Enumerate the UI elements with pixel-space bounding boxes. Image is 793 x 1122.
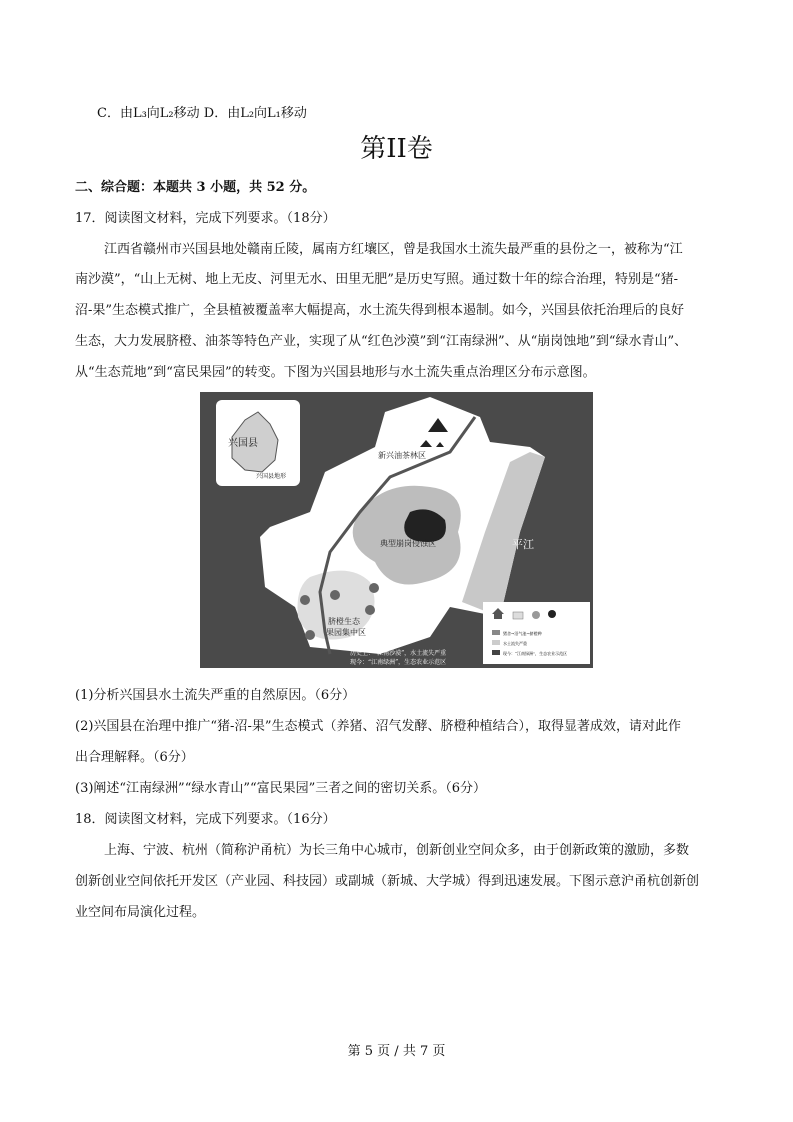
section-title: 第II卷 <box>360 134 433 164</box>
q18-paragraph-line: 上海、宁波、杭州（简称沪甬杭）为长三角中心城市，创新创业空间众多，由于创新政策的激励，多数 <box>104 843 690 858</box>
legend-entry: 猪舍→沼气池→脐橙种 <box>503 631 542 636</box>
region-tea: 新兴油茶林区 <box>378 451 426 460</box>
inset-caption: 兴国县地形 <box>256 473 287 480</box>
q17-paragraph-line: 从“生态荒地”到“富民果园”的转变。下图为兴国县地形与水土流失重点治理区分布示意图。 <box>75 365 596 380</box>
options-line: C．由L₃向L₂移动 D．由L₂向L₁移动 <box>97 106 307 121</box>
history-note: 现今：“江南绿洲”，生态农业示范区 <box>350 659 447 666</box>
q17-paragraph-line: 生态，大力发展脐橙、油茶等特色产业，实现了从“红色沙漠”到“江南绿洲”、从“崩岗蚀地”到“绿水青山”、 <box>75 334 688 349</box>
part-heading: 二、综合题：本题共 3 小题，共 52 分。 <box>75 180 316 195</box>
q17-heading: 17．阅读图文材料，完成下列要求。（18分） <box>75 211 336 226</box>
sub-question: (3)阐述“江南绿洲”“绿水青山”“富民果园”三者之间的密切关系。（6分） <box>75 781 487 796</box>
region-erosion: 典型崩岗侵蚀区 <box>380 539 436 548</box>
q18-paragraph-line: 业空间布局演化过程。 <box>75 905 206 920</box>
sub-question: 出合理解释。（6分） <box>75 750 194 765</box>
region-orange: 果园集中区 <box>326 628 366 637</box>
inset-label: 兴国县 <box>228 438 258 449</box>
q18-heading: 18．阅读图文材料，完成下列要求。（16分） <box>75 812 336 827</box>
q17-paragraph-line: 沼-果”生态模式推广，全县植被覆盖率大幅提高，水土流失得到根本遏制。如今，兴国县依托治理后的良好 <box>75 303 685 318</box>
q17-paragraph-line: 江西省赣州市兴国县地处赣南丘陵，属南方红壤区，曾是我国水土流失最严重的县份之一，被称为“江 <box>104 242 683 257</box>
legend-entry: 水土流失严重 <box>503 641 527 646</box>
q17-paragraph-line: 南沙漠”，“山上无树、地上无皮、河里无水、田里无肥”是历史写照。通过数十年的综合治理，特别是“猪- <box>75 272 678 287</box>
sub-question: (1)分析兴国县水土流失严重的自然原因。（6分） <box>75 688 356 703</box>
page-footer: 第 5 页 / 共 7 页 <box>347 1044 446 1059</box>
sub-question: (2)兴国县在治理中推广“猪-沼-果”生态模式（养猪、沼气发酵、脐橙种植结合），取得显著成效，请对此作 <box>75 719 681 734</box>
legend-entry: 现今：“江南绿洲”，生态农业示范区 <box>503 651 568 656</box>
history-note: 历史上：“江南沙漠”，水土流失严重 <box>350 650 447 657</box>
q18-paragraph-line: 创新创业空间依托开发区（产业园、科技园）或副城（新城、大学城）得到迅速发展。下图示意沪甬杭创新创 <box>75 874 700 889</box>
xingguo-map <box>200 392 593 668</box>
river-label: 平江 <box>512 538 534 551</box>
region-orange: 脐橙生态 <box>328 617 360 626</box>
